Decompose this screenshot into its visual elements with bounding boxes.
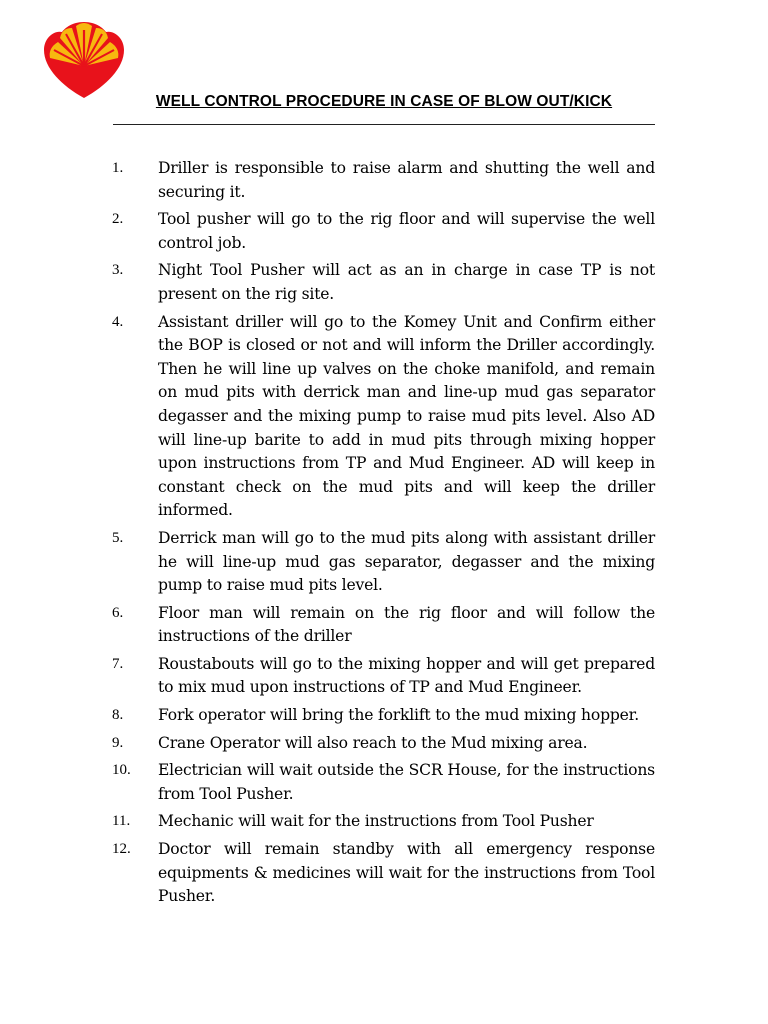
item-text: Mechanic will wait for the instructions from Tool Pusher [158,812,594,831]
item-text: Assistant driller will go to the Komey Unit and Confirm either the BOP is closed or not and will inform the Driller accordingly. Then he will line up valves on the choke manifold, and remain on mud pits with derrick man and line-up mud gas separator degasser and the mixing pump to raise mud pits level. Also AD will line-up barite to add in mud pits through mixing hopper upon instructions from TP and Mud Engineer. AD will keep in constant check on the mud pits and will keep the driller informed. [158,312,655,520]
list-item [112,810,655,834]
item-number: 9. [112,734,124,751]
procedure-list [112,157,655,913]
item-text: Roustabouts will go to the mixing hopper and will get prepared to mix mud upon instructions of TP and Mud Engineer. [158,654,655,697]
document-title: WELL CONTROL PROCEDURE IN CASE OF BLOW OUT/KICK [155,93,613,110]
item-text: Doctor will remain standby with all emergency response equipments & medicines will wait for the instructions from Tool Pusher. [158,840,655,906]
item-text: Driller is responsible to raise alarm and shutting the well and securing it. [158,159,655,201]
item-number: 3. [112,262,124,279]
list-item [112,653,655,700]
item-text: Tool pusher will go to the rig floor and will supervise the well control job. [158,210,655,252]
list-item [112,704,655,728]
item-text: Night Tool Pusher will act as an in charge in case TP is not present on the rig site. [158,261,655,303]
item-number: 10. [112,762,131,779]
item-text: Derrick man will go to the mud pits along with assistant driller he will line-up mud gas separator, degasser and the mixing pump to raise mud pits level. [158,528,655,595]
list-item [112,311,655,523]
item-number: 1. [112,160,124,176]
list-item [112,259,655,306]
item-number: 8. [112,707,124,724]
item-number: 12. [112,841,131,858]
list-item [112,208,655,255]
list-item [112,732,655,756]
item-text: Electrician will wait outside the SCR House, for the instructions from Tool Pusher. [158,761,655,803]
list-item [112,157,655,204]
item-text: Fork operator will bring the forklift to the mud mixing hopper. [158,706,639,725]
title-divider [113,124,655,125]
list-item [112,759,655,806]
petal-sun-logo [40,16,128,104]
item-number: 4. [112,313,124,330]
item-number: 5. [112,529,124,546]
item-number: 7. [112,655,124,672]
item-number: 2. [112,211,124,228]
list-item [112,838,655,909]
item-number: 6. [112,604,124,621]
list-item [112,602,655,649]
item-text: Floor man will remain on the rig floor and will follow the instructions of the driller [158,603,655,646]
item-number: 11. [112,813,131,830]
item-text: Crane Operator will also reach to the Mud mixing area. [158,733,588,752]
list-item [112,527,655,598]
